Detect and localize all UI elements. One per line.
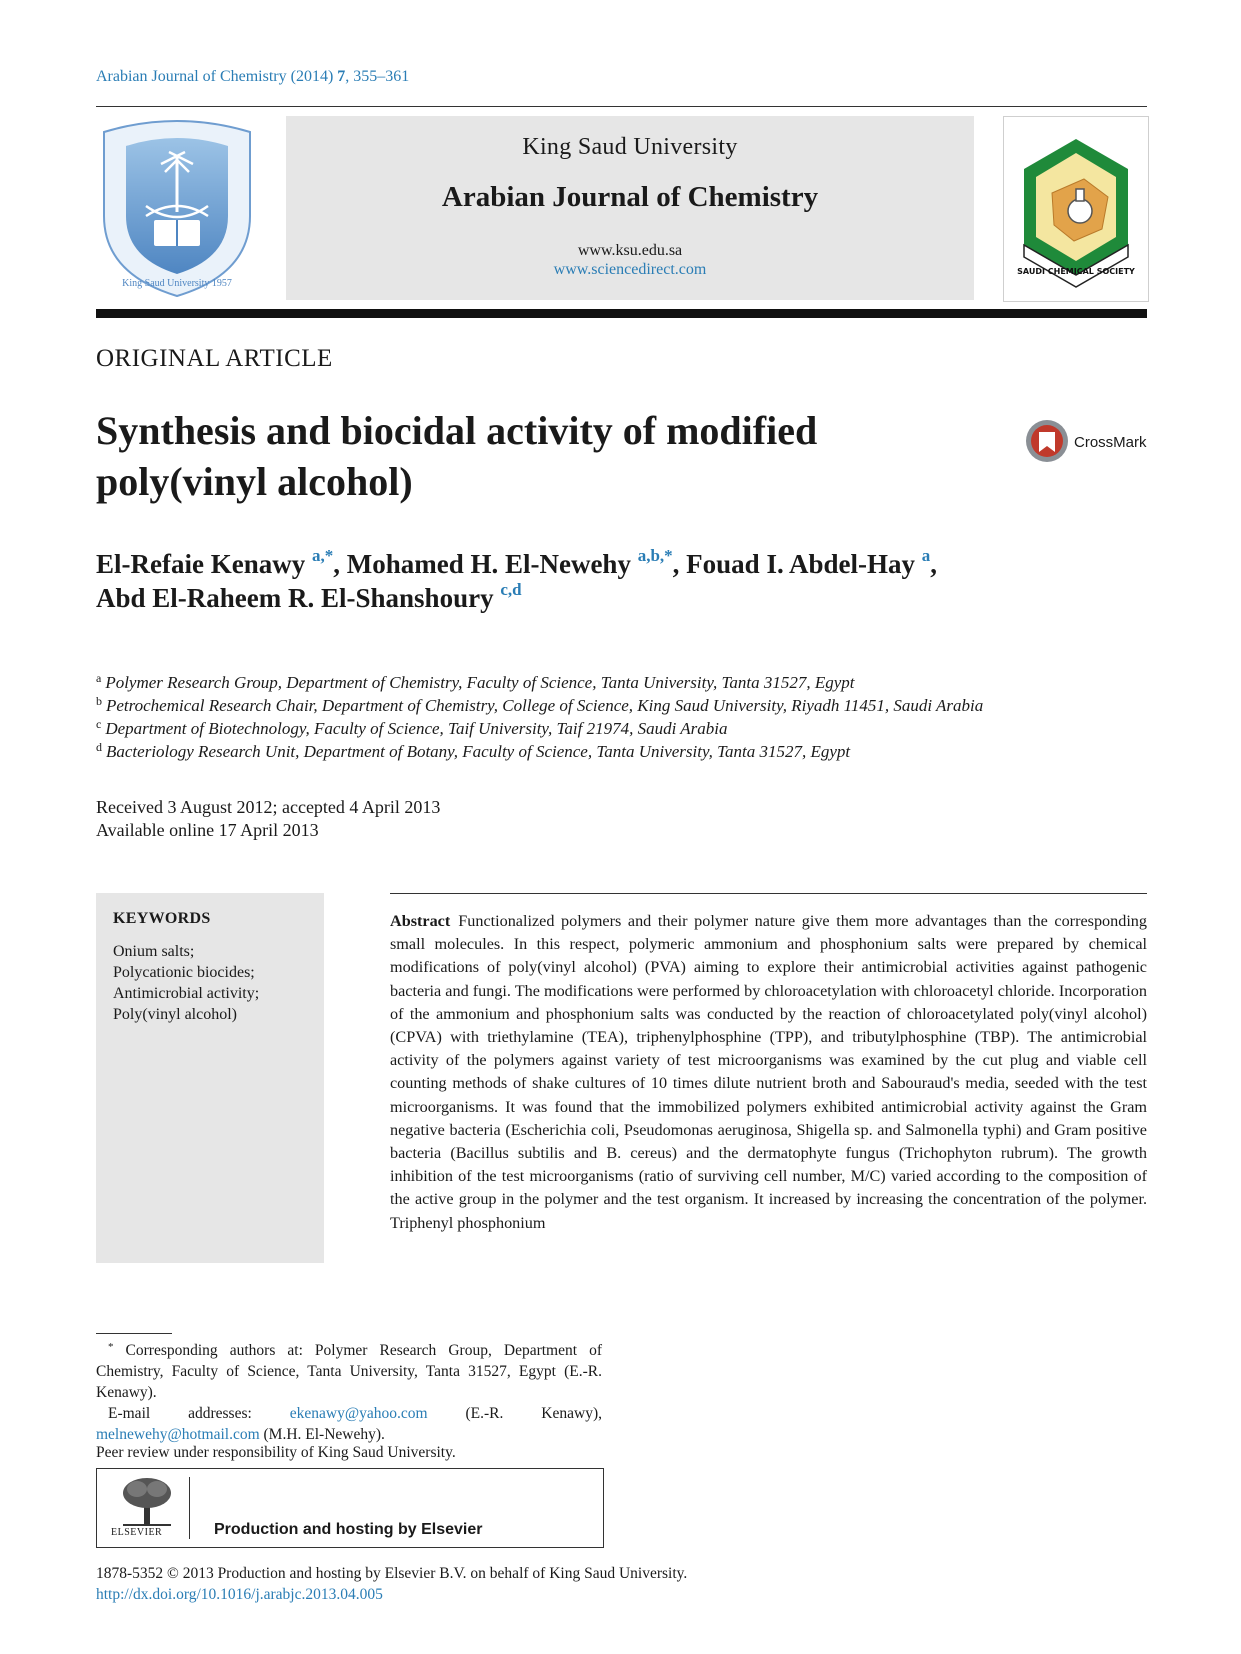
affiliation-item: $^a$ Polymer Research Group, Department of Chemistry, Faculty of Science, Tanta University, Tanta 31527, Egypt <box>96 671 855 692</box>
elsevier-tree-icon <box>117 1475 177 1527</box>
author-affiliation-mark[interactable]: a,* <box>311 546 334 565</box>
journal-ref-pages: , 355–361 <box>345 68 410 85</box>
journal-reference <box>96 68 409 86</box>
author-name: El-Refaie Kenawy <box>96 549 312 579</box>
chemical-society-icon <box>1004 117 1148 301</box>
article-type: ORIGINAL ARTICLE <box>96 345 333 372</box>
author-name: Abd El-Raheem R. El-Shanshoury <box>96 583 501 613</box>
affiliation-item: $^b$ Petrochemical Research Chair, Department of Chemistry, College of Science, King Saud University, Riyadh 11451, Saudi Arabia <box>96 694 984 715</box>
journal-name: Arabian Journal of Chemistry <box>441 181 819 213</box>
available-date: Available online 17 April 2013 <box>96 820 319 840</box>
keyword-item: Antimicrobial activity; <box>113 985 260 1002</box>
abstract-text: Functionalized polymers and their polymer nature give them more advantages than the corresponding small molecules. In this respect, polymeric ammonium and phosphonium salts were prepared by chemical modifications of poly(vinyl alcohol) (PVA) aiming to explore their antimicrobial activities against pathogenic bacteria and fungi. The modifications were performed by chloroacetylation with chloroacetyl chloride. Incorporation of the ammonium and phosphonium salts was conducted by the reaction of chloroacetylated poly(vinyl alcohol) (CPVA) with triethylamine (TEA), triphenylphosphine (TPP), and tributylphosphine (TBP). The antimicrobial activity of the polymers against variety of test microorganisms was examined by the cut plug and viable cell counting methods of shake cultures of 10 times dilute nutrient broth and Sabouraud's media, seeded with the test microorganisms. It was found that the immobilized polymers exhibited antimicrobial activity against the Gram negative bacteria (Escherichia coli, Pseudomonas aeruginosa, Shigella sp. and Salmonella typhi) and Gram positive bacteria (Bacillus subtilis and B. cereus) and the dermatophyte fungus (Trichophyton rubrum). The growth inhibition of the test microorganisms (ratio of surviving cell number, M/C) varied according to the composition of the active group in the polymer and the test organism. It increased by increasing the concentration of the polymer. Triphenyl phosphonium <box>390 912 1147 1232</box>
author-list: El-Refaie Kenawy $^{a,*}$, Mohamed H. El-Newehy $^{a,b,*}$, Fouad I. Abdel-Hay $^a$, Abd El-Raheem R. El-Shanshoury $^{c,d}$ <box>96 546 937 613</box>
ksu-url: www.ksu.edu.sa <box>577 242 683 259</box>
email-footnote: E-mail addresses: ekenawy@yahoo.com (E.-R. Kenawy), melnewehy@hotmail.com (M.H. El-Newehy). <box>96 1405 602 1443</box>
abstract-rule <box>390 893 1147 894</box>
society-logo <box>1003 116 1149 302</box>
footnotes <box>96 1340 602 1445</box>
keywords-heading: KEYWORDS <box>113 910 211 927</box>
author-affiliation-mark[interactable]: a,b,* <box>637 546 673 565</box>
publisher-box <box>96 1468 604 1548</box>
header-thick-rule <box>96 309 1147 318</box>
elsevier-wordmark: ELSEVIER <box>111 1527 163 1538</box>
article-dates <box>96 796 440 842</box>
ksu-logo <box>96 116 258 300</box>
copyright-line: 1878-5352 © 2013 Production and hosting by Elsevier B.V. on behalf of King Saud University. <box>96 1565 688 1582</box>
affiliation-item: $^c$ Department of Biotechnology, Faculty of Science, Taif University, Taif 21974, Saudi Arabia <box>96 717 728 738</box>
svg-text:SAUDI CHEMICAL SOCIETY: SAUDI CHEMICAL SOCIETY <box>1017 267 1135 276</box>
ksu-shield-icon <box>96 116 258 300</box>
crossmark-label[interactable]: CrossMark <box>1074 434 1147 451</box>
keyword-item: Poly(vinyl alcohol) <box>113 1006 237 1023</box>
received-date: Received 3 August 2012; accepted 4 April 2013 <box>96 797 441 817</box>
doi-link[interactable]: http://dx.doi.org/10.1016/j.arabjc.2013.04.005 <box>96 1586 383 1603</box>
author-affiliation-mark[interactable]: a <box>921 546 931 565</box>
sciencedirect-link[interactable]: www.sciencedirect.com <box>553 261 707 278</box>
author-name: Fouad I. Abdel-Hay <box>686 549 922 579</box>
keyword-item: Polycationic biocides; <box>113 964 255 981</box>
keywords-box <box>96 893 324 1263</box>
footer <box>96 1563 687 1605</box>
svg-text:King Saud University 1957: King Saud University 1957 <box>122 278 232 289</box>
keyword-item: Onium salts; <box>113 943 195 960</box>
journal-ref-volume: 7 <box>337 68 346 85</box>
journal-banner <box>286 116 974 300</box>
university-name: King Saud University <box>522 134 738 160</box>
publisher-divider <box>189 1477 190 1539</box>
corresponding-footnote: * Corresponding authors at: Polymer Research Group, Department of Chemistry, Faculty of Science, Tanta University, Tanta 31527, Egypt (E.-R. Kenawy). <box>96 1341 602 1401</box>
affiliation-item: $^d$ Bacteriology Research Unit, Department of Botany, Faculty of Science, Tanta University, Tanta 31527, Egypt <box>96 740 851 761</box>
affiliations <box>96 671 1156 763</box>
footnote-rule <box>96 1333 172 1334</box>
abstract <box>390 910 1147 1235</box>
peer-review-note: Peer review under responsibility of King Saud University. <box>96 1444 456 1461</box>
article-title: Synthesis and biocidal activity of modified poly(vinyl alcohol) <box>96 408 818 504</box>
abstract-heading: Abstract <box>390 912 451 930</box>
author-name: Mohamed H. El-Newehy <box>346 549 638 579</box>
email-link-kenawy[interactable]: ekenawy@yahoo.com <box>289 1405 428 1422</box>
email-link-elnewehy[interactable]: melnewehy@hotmail.com <box>96 1426 260 1443</box>
top-rule <box>96 106 1147 107</box>
hosting-statement: Production and hosting by Elsevier <box>214 1521 483 1538</box>
journal-ref-text: Arabian Journal of Chemistry (2014) <box>96 68 338 85</box>
author-affiliation-mark[interactable]: c,d <box>500 580 522 599</box>
keywords-list <box>113 941 259 1025</box>
crossmark-icon[interactable] <box>1024 418 1070 464</box>
